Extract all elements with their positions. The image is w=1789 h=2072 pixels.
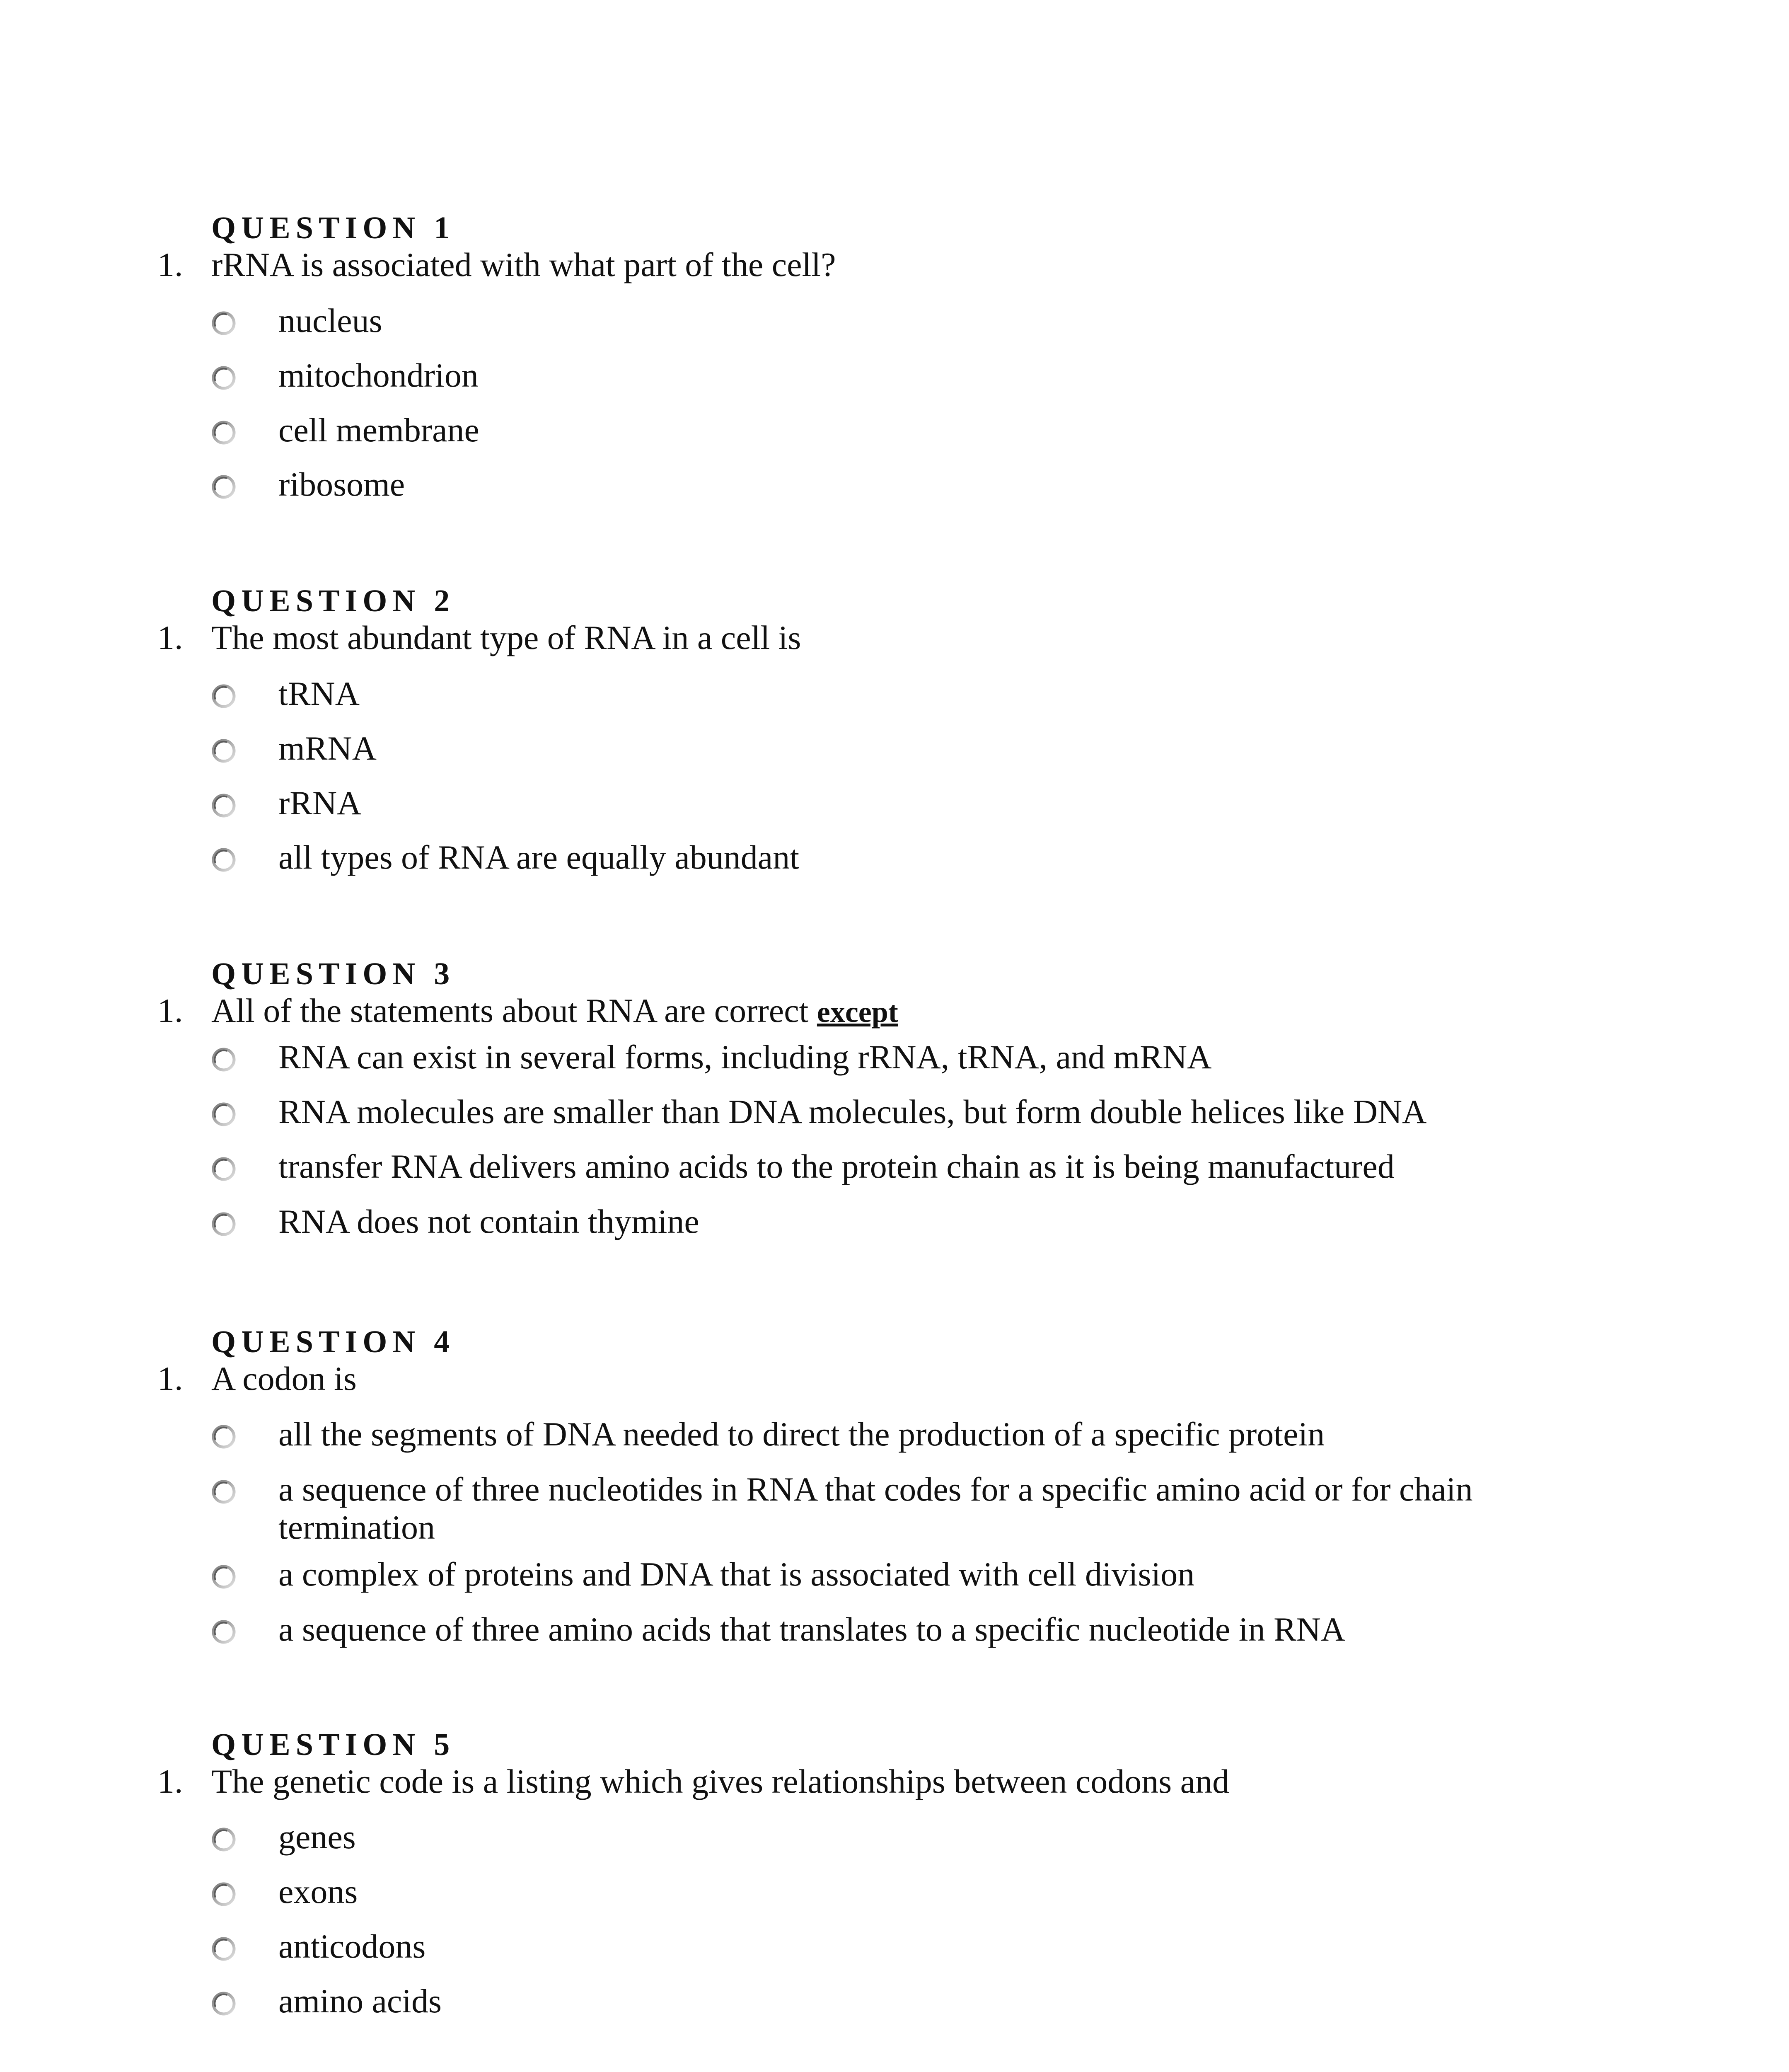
- question-text: All of the statements about RNA are correct: [211, 992, 809, 1029]
- radio-button[interactable]: [211, 729, 236, 767]
- option-label: genes: [278, 1818, 356, 1856]
- radio-button[interactable]: [211, 1818, 236, 1855]
- option-label: nucleus: [278, 302, 382, 339]
- option-label: ribosome: [278, 465, 405, 503]
- answer-option[interactable]: [211, 1415, 1325, 1453]
- answer-option[interactable]: [211, 1610, 1345, 1648]
- answer-option[interactable]: [211, 1147, 1395, 1186]
- option-label: amino acids: [278, 1982, 442, 2020]
- option-label: mRNA: [278, 729, 377, 767]
- question-stem: [157, 617, 801, 658]
- question-stem: [157, 244, 836, 286]
- option-label: cell membrane: [278, 411, 479, 449]
- option-label: a sequence of three amino acids that translates to a specific nucleotide in RNA: [278, 1610, 1346, 1648]
- answer-option[interactable]: [211, 1470, 1521, 1547]
- radio-button[interactable]: [211, 302, 236, 339]
- answer-option[interactable]: [211, 465, 405, 503]
- answer-option[interactable]: [211, 729, 377, 767]
- option-label: all types of RNA are equally abundant: [278, 838, 799, 876]
- answer-option[interactable]: [211, 1818, 356, 1856]
- emphasis-except: except: [817, 995, 898, 1029]
- radio-button[interactable]: [211, 356, 236, 394]
- question-stem: [157, 1358, 357, 1399]
- answer-option[interactable]: [211, 1038, 1211, 1076]
- answer-option[interactable]: [211, 1555, 1194, 1593]
- question-text: The genetic code is a listing which gives relationships between codons and: [211, 1762, 1230, 1800]
- option-label: a complex of proteins and DNA that is associated with cell division: [278, 1555, 1195, 1593]
- option-label: RNA does not contain thymine: [278, 1203, 699, 1240]
- option-label: a sequence of three nucleotides in RNA that codes for a specific amino acid or for chain termination: [278, 1470, 1473, 1546]
- answer-option[interactable]: [211, 1927, 425, 1965]
- question-heading: QUESTION 1: [211, 211, 455, 245]
- answer-option[interactable]: [211, 1982, 442, 2020]
- radio-button[interactable]: [211, 1203, 236, 1240]
- option-label: mitochondrion: [278, 356, 479, 394]
- question-heading: QUESTION 2: [211, 583, 455, 618]
- question-stem: [157, 1761, 1229, 1802]
- radio-button[interactable]: [211, 1415, 236, 1452]
- answer-option[interactable]: [211, 784, 361, 822]
- radio-button[interactable]: [211, 1610, 236, 1648]
- radio-button[interactable]: [211, 411, 236, 448]
- radio-button[interactable]: [211, 1982, 236, 2019]
- option-label: RNA molecules are smaller than DNA molecules, but form double helices like DNA: [278, 1093, 1427, 1130]
- answer-option[interactable]: [211, 1873, 358, 1911]
- radio-button[interactable]: [211, 1147, 236, 1185]
- radio-button[interactable]: [211, 1927, 236, 1965]
- answer-option[interactable]: [211, 1093, 1426, 1131]
- radio-button[interactable]: [211, 1873, 236, 1910]
- answer-option[interactable]: [211, 838, 799, 876]
- option-label: exons: [278, 1873, 358, 1910]
- answer-option[interactable]: [211, 1203, 699, 1241]
- answer-option[interactable]: [211, 675, 360, 713]
- question-stem: [157, 990, 898, 1033]
- question-heading: QUESTION 5: [211, 1727, 455, 1762]
- radio-button[interactable]: [211, 1555, 236, 1593]
- radio-button[interactable]: [211, 465, 236, 503]
- answer-option[interactable]: [211, 356, 479, 395]
- option-label: tRNA: [278, 675, 360, 712]
- question-heading: QUESTION 4: [211, 1324, 455, 1359]
- radio-button[interactable]: [211, 838, 236, 876]
- question-number: 1.: [157, 1762, 183, 1800]
- question-number: 1.: [157, 246, 183, 283]
- question-number: 1.: [157, 619, 183, 656]
- question-number: 1.: [157, 992, 183, 1029]
- radio-button[interactable]: [211, 784, 236, 821]
- question-heading: QUESTION 3: [211, 956, 455, 991]
- question-text: rRNA is associated with what part of the cell?: [211, 246, 836, 283]
- radio-button[interactable]: [211, 675, 236, 712]
- radio-button[interactable]: [211, 1470, 236, 1508]
- question-text: The most abundant type of RNA in a cell is: [211, 619, 801, 656]
- radio-button[interactable]: [211, 1038, 236, 1075]
- option-label: anticodons: [278, 1927, 426, 1965]
- radio-button[interactable]: [211, 1093, 236, 1130]
- option-label: rRNA: [278, 784, 362, 822]
- question-number: 1.: [157, 1360, 183, 1397]
- answer-option[interactable]: [211, 302, 382, 340]
- option-label: transfer RNA delivers amino acids to the protein chain as it is being manufactured: [278, 1147, 1395, 1185]
- option-label: RNA can exist in several forms, including rRNA, tRNA, and mRNA: [278, 1038, 1212, 1076]
- question-text: A codon is: [211, 1360, 357, 1397]
- answer-option[interactable]: [211, 411, 479, 449]
- option-label: all the segments of DNA needed to direct the production of a specific protein: [278, 1415, 1325, 1453]
